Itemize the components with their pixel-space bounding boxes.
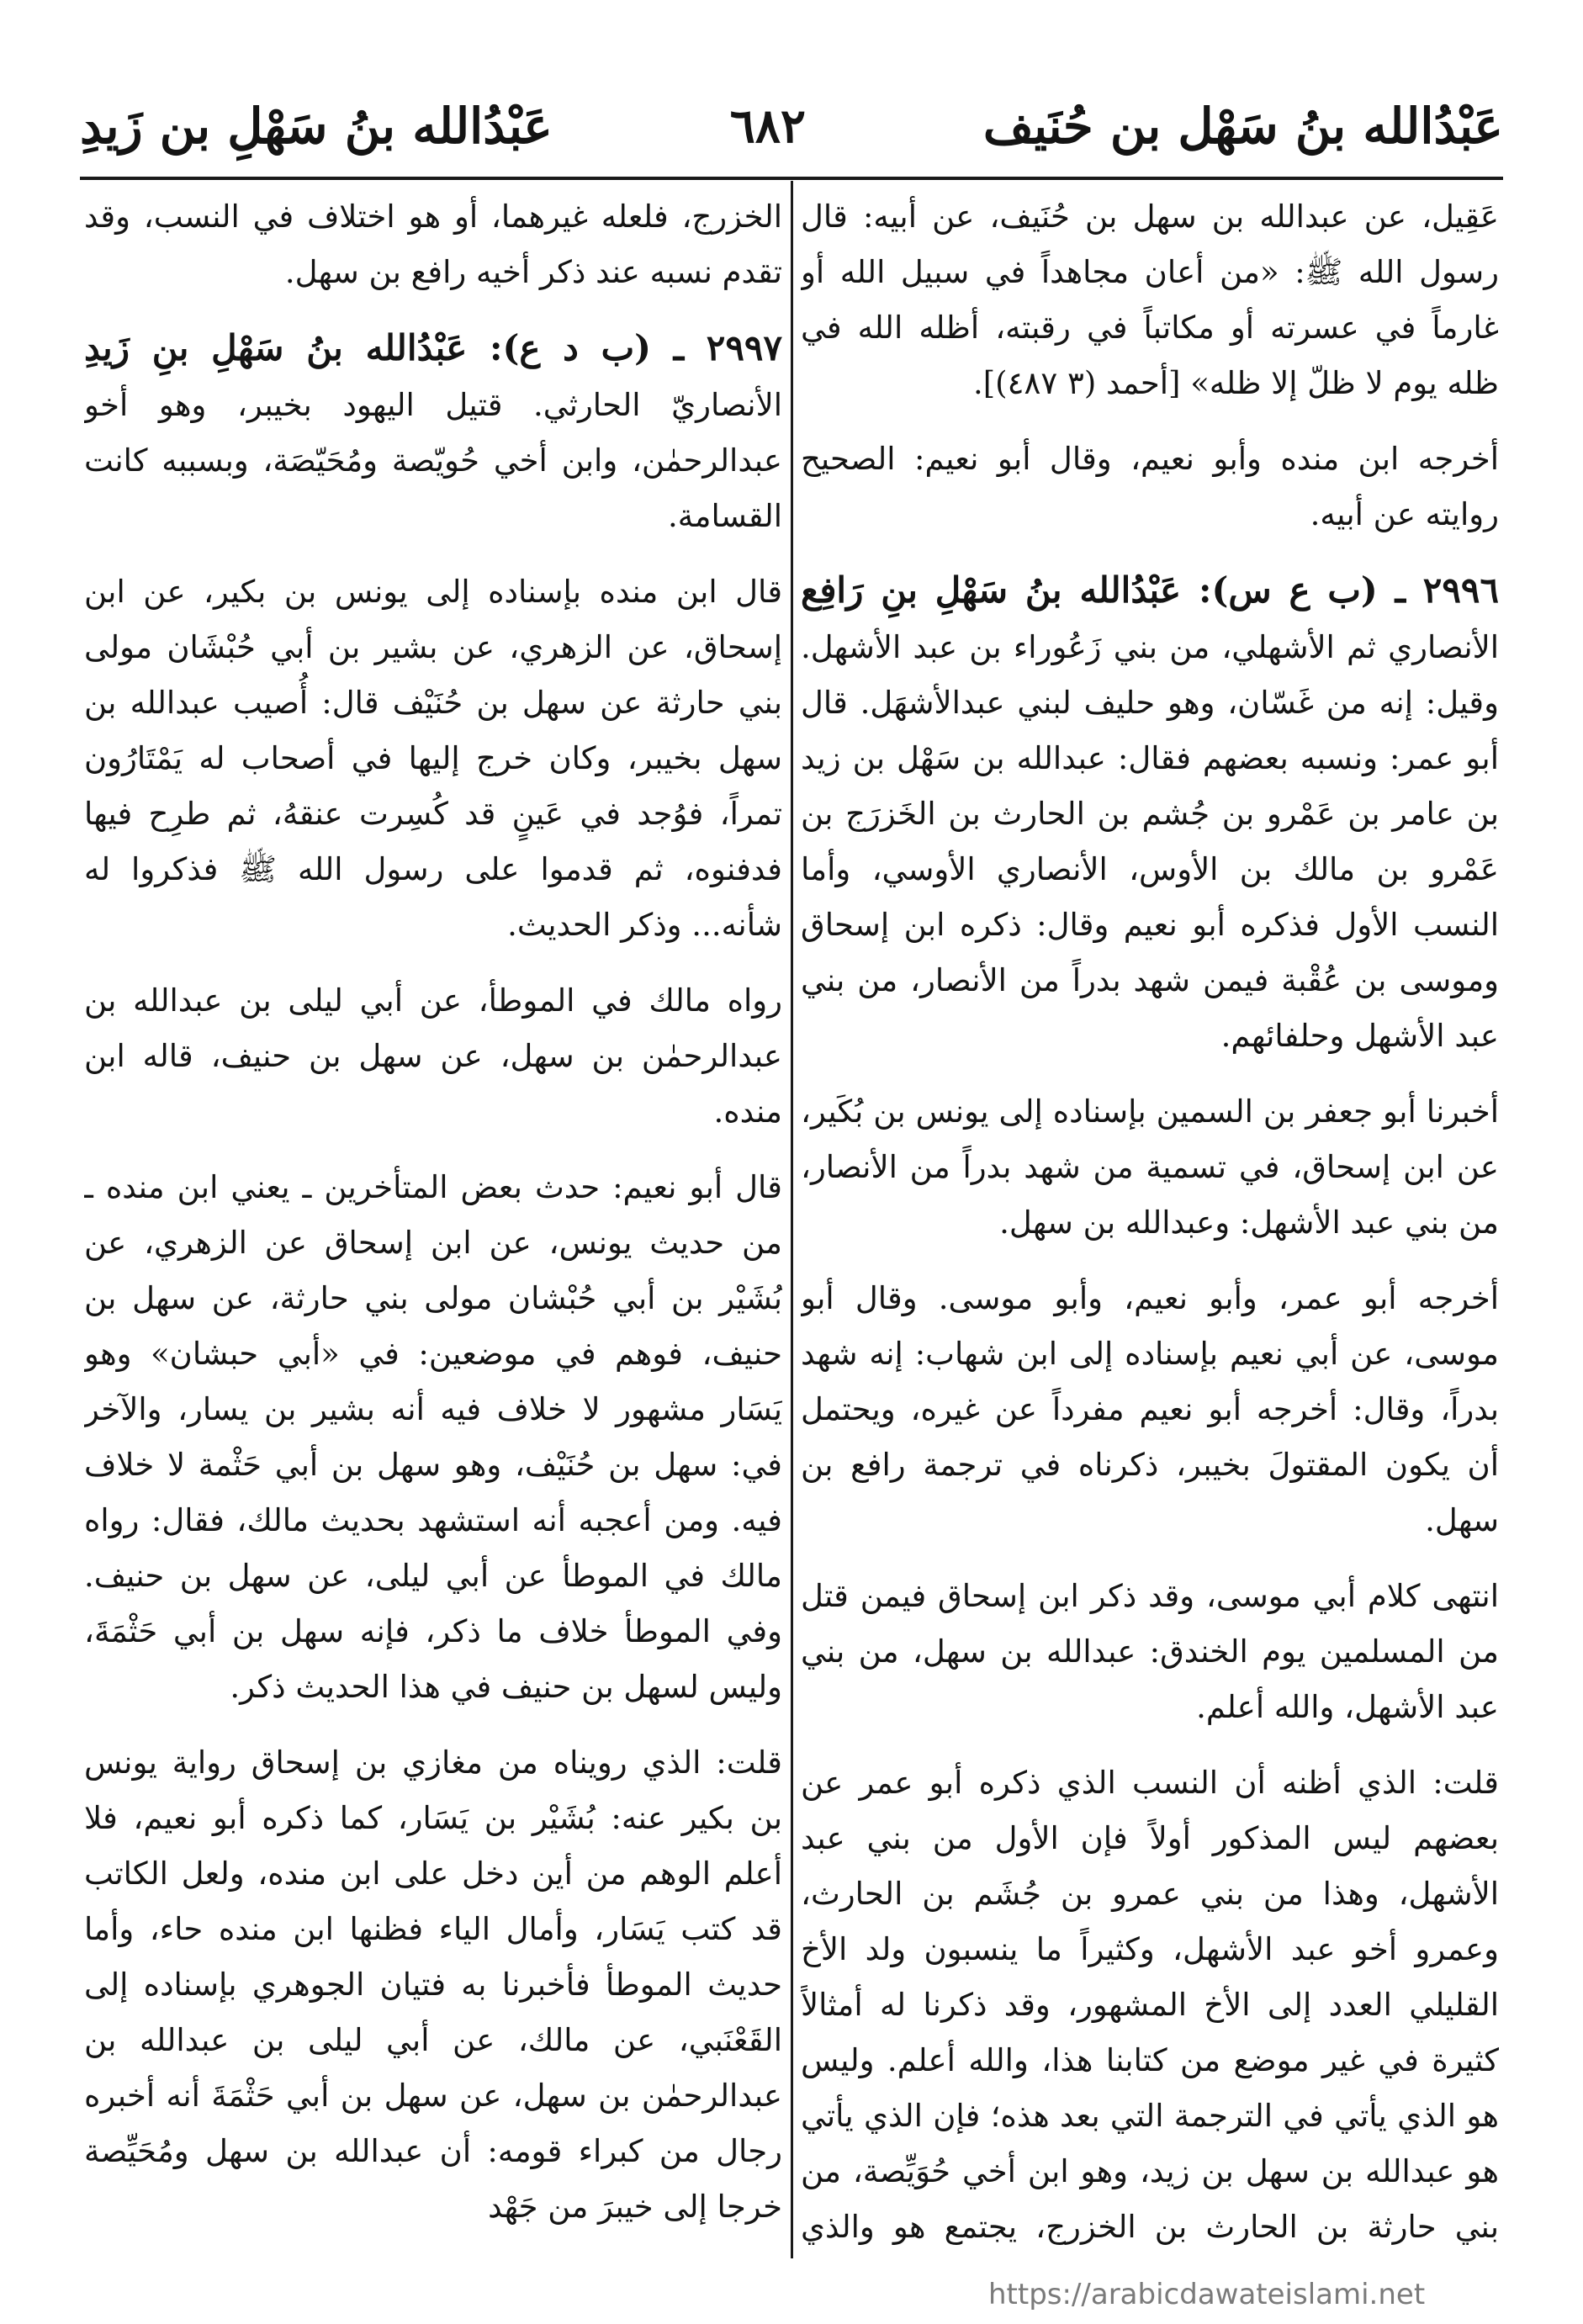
watermark-url: https://arabicdawateislami.net: [988, 2278, 1426, 2311]
entry-2996: [801, 563, 1499, 1064]
paragraph: انتهى كلام أبي موسى، وقد ذكر ابن إسحاق فيمن قتل من المسلمين يوم الخندق: عبدالله بن سهل، من بني عبد الأشهل، والله أعلم.: [801, 1578, 1499, 1725]
paragraph: قال ابن منده بإسناده إلى يونس بن بكير، عن ابن إسحاق، عن الزهري، عن بشير بن أبي حُبْشَان مولى بني حارثة عن سهل بن حُنَيْف قال: أُصيب عبدالله بن سهل بخيبر، وكان خرج إليها في أصحاب له يَمْتَارُون تمراً، فوُجد في عَينٍ قد كُسِرت عنقهُ، ثم طرِح فيها فدفنوه، ثم قدموا على رسول الله ﷺ فذكروا له شأنه... وذكر الحديث.: [84, 574, 782, 943]
paragraph: رواه مالك في الموطأ، عن أبي ليلى بن عبدالله بن عبدالرحمٰن بن سهل، عن سهل بن حنيف، قاله ابن منده.: [84, 982, 782, 1130]
running-title-left: عَبْدُالله بنُ سَهْلِ بن زَيدِ: [80, 98, 553, 155]
entry-text: الأنصاريّ الحارثي. قتيل اليهود بخيبر، وهو أخو عبدالرحمٰن، وابن أخي حُويّصة ومُحَيّصَة، وبسببه كانت القسامة.: [84, 387, 782, 534]
page-header: [80, 80, 1503, 172]
entry-text: الأنصاري ثم الأشهلي، من بني زَعُوراء بن عبد الأشهل. وقيل: إنه من غَسّان، وهو حليف لبني عبدالأشهَل. قال أبو عمر: ونسبه بعضهم فقال: عبدالله بن سَهْل بن زيد بن عامر بن عَمْرو بن جُشم بن الحارث بن الخَزرَج بن عَمْرو بن مالك بن الأوس، الأنصاري الأوسي، وأما النسب الأول فذكره أبو نعيم وقال: ذكره ابن إسحاق وموسى بن عُقْبة فيمن شهد بدراً من الأنصار، من بني عبد الأشهل وحلفائهم.: [801, 629, 1499, 1054]
column-divider: [791, 181, 793, 2258]
paragraph: قلت: الذي رويناه من مغازي بن إسحاق رواية يونس بن بكير عنه: بُشَيْر بن يَسَار، كما ذكره أبو نعيم، فلا أعلم الوهم من أين دخل على ابن منده، ولعل الكاتب قد كتب يَسَار، وأمال الياء فظنها ابن منده حاء، وأما حديث الموطأ فأخبرنا به فتيان الجوهري بإسناده إلى القَعْنَبي، عن مالك، عن أبي ليلى بن عبدالله بن عبدالرحمٰن بن سهل، عن سهل بن أبي حَثْمَةَ أنه أخبره رجال من كبراء قومه: أن عبدالله بن سهل ومُحَيِّصة خرجا إلى خيبرَ من جَهْد: [84, 1744, 782, 2225]
paragraph: الخزرج، فلعله غيرهما، أو هو اختلاف في النسب، وقد تقدم نسبه عند ذكر أخيه رافع بن سهل.: [84, 199, 782, 290]
page-number: ٦٨٢: [729, 98, 806, 154]
entry-heading: ٢٩٩٧ ـ (ب د ع): عَبْدُالله بنُ سَهْلِ بنِ زَيدِ: [84, 327, 782, 368]
entry-2997: [84, 320, 782, 544]
entry-heading: ٢٩٩٦ ـ (ب ع س): عَبْدُالله بنُ سَهْلِ بنِ رَافِع: [801, 569, 1499, 611]
paragraph: قلت: الذي أظنه أن النسب الذي ذكره أبو عمر عن بعضهم ليس المذكور أولاً فإن الأول من بني عبد الأشهل، وهذا من بني عمرو بن جُشَم بن الحارث، وعمرو أخو عبد الأشهل، وكثيراً ما ينسبون ولد الأخ القليلي العدد إلى الأخ المشهور، وقد ذكرنا له أمثالاً كثيرة في غير موضع من كتابنا هذا، والله أعلم. وليس هو الذي يأتي في الترجمة التي بعد هذه؛ فإن الذي يأتي هو عبدالله بن سهل بن زيد، وهو ابن أخي حُوَيِّصة، من بني حارثة بن الحارث بن الخزرج، يجتمع هو والذي: [801, 1765, 1499, 2245]
right-column: [801, 189, 1499, 2254]
paragraph: عَقِيل، عن عبدالله بن سهل بن حُنَيف، عن أبيه: قال رسول الله ﷺ: «من أعان مجاهداً في سبيل الله أو غارماً في عسرته أو مكاتباً في رقبته، أظله الله في ظله يوم لا ظلّ إلا ظله» [أحمد (٣ ٤٨٧)].: [801, 199, 1499, 401]
paragraph: أخرجه ابن منده وأبو نعيم، وقال أبو نعيم: الصحيح روايته عن أبيه.: [801, 441, 1499, 532]
left-column: [84, 189, 782, 2254]
paragraph: أخبرنا أبو جعفر بن السمين بإسناده إلى يونس بن بُكَير، عن ابن إسحاق، في تسمية من شهد بدراً من الأنصار، من بني عبد الأشهل: وعبدالله بن سهل.: [801, 1093, 1499, 1241]
header-rule: [80, 177, 1503, 180]
running-title-right: عَبْدُالله بنُ سَهْل بن حُنَيف: [982, 98, 1503, 155]
paragraph: أخرجه أبو عمر، وأبو نعيم، وأبو موسى. وقال أبو موسى، عن أبي نعيم بإسناده إلى ابن شهاب: إنه شهد بدراً، وقال: أخرجه أبو نعيم مفرداً عن غيره، ويحتمل أن يكون المقتولَ بخيبر، ذكرناه في ترجمة رافع بن سهل.: [801, 1280, 1499, 1538]
paragraph: قال أبو نعيم: حدث بعض المتأخرين ـ يعني ابن منده ـ من حديث يونس، عن ابن إسحاق عن الزهري، عن بُشَيْر بن أبي حُبْشان مولى بني حارثة، عن سهل بن حنيف، فوهم في موضعين: في «أبي حبشان» وهو يَسَار مشهور لا خلاف فيه أنه بشير بن يسار، والآخر في: سهل بن حُنَيْف، وهو سهل بن أبي حَثْمة لا خلاف فيه. ومن أعجبه أنه استشهد بحديث مالك، فقال: رواه مالك في الموطأ عن أبي ليلى، عن سهل بن حنيف. وفي الموطأ خلاف ما ذكر، فإنه سهل بن أبي حَثْمَةَ، وليس لسهل بن حنيف في هذا الحديث ذكر.: [84, 1169, 782, 1705]
